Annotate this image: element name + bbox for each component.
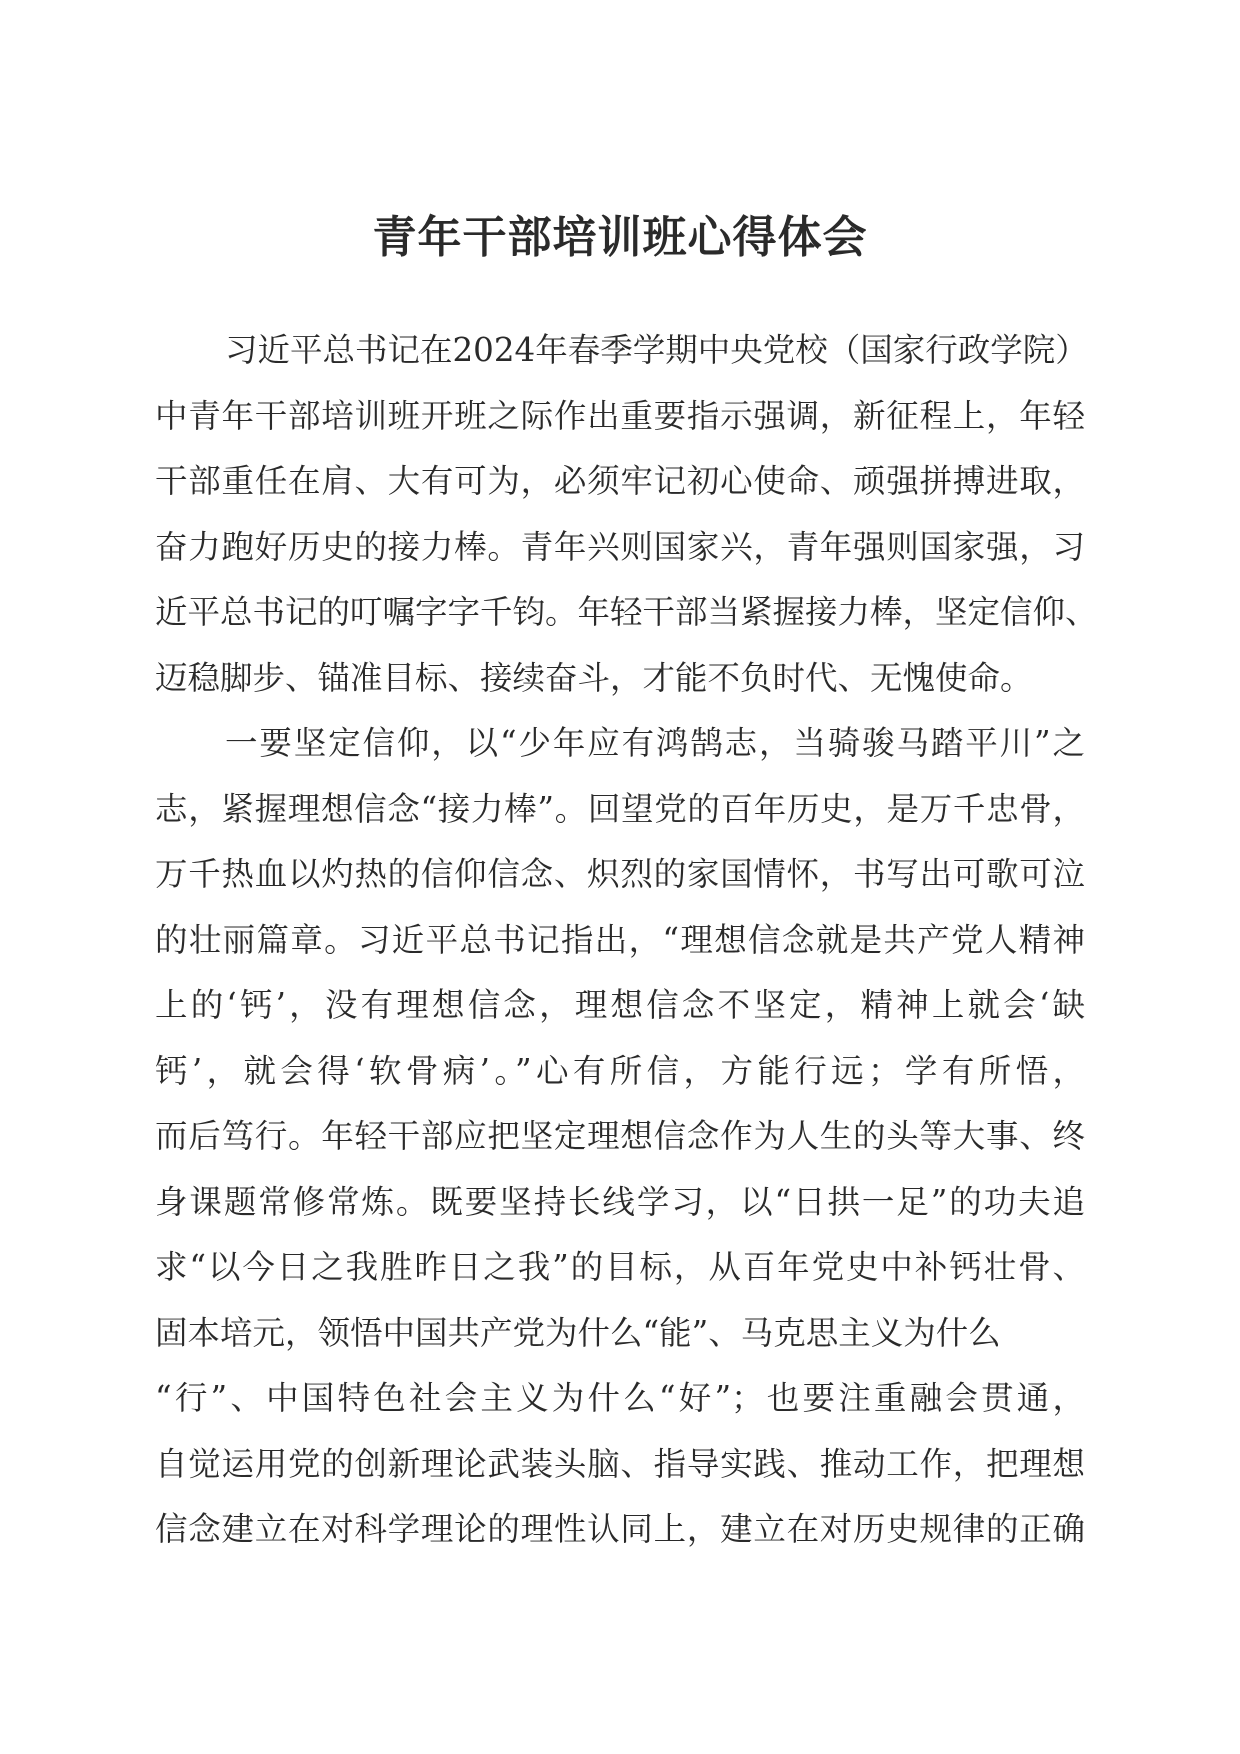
paragraph-2-line-5: 上的‘钙’，没有理想信念，理想信念不坚定，精神上就会‘缺 — [155, 986, 1085, 1024]
paragraph-1-line-4: 奋力跑好历史的接力棒。青年兴则国家兴，青年强则国家强，习 — [155, 527, 1085, 566]
paragraph-1-line-1: 习近平总书记在2024年春季学期中央党校（国家行政学院） — [225, 331, 1088, 369]
paragraph-2-line-7: 而后笃行。年轻干部应把坚定理想信念作为人生的头等大事、终 — [155, 1117, 1085, 1155]
paragraph-2-line-11: “行”、中国特色社会主义为什么“好”；也要注重融会贯通， — [155, 1379, 1085, 1417]
paragraph-2-line-6: 钙’，就会得‘软骨病’。”心有所信，方能行远；学有所悟， — [155, 1051, 1085, 1090]
paragraph-2-line-3: 万千热血以灼热的信仰信念、炽烈的家国情怀，书写出可歌可泣 — [155, 855, 1085, 893]
paragraph-2-line-2: 志，紧握理想信念“接力棒”。回望党的百年历史，是万千忠骨， — [155, 789, 1085, 828]
paragraph-1-line-6: 迈稳脚步、锚准目标、接续奋斗，才能不负时代、无愧使命。 — [155, 658, 1033, 697]
document-title: 青年干部培训班心得体会 — [372, 212, 868, 263]
paragraph-2-line-13: 信念建立在对科学理论的理性认同上，建立在对历史规律的正确 — [155, 1510, 1085, 1548]
paragraph-1-line-5: 近平总书记的叮嘱字字千钧。年轻干部当紧握接力棒，坚定信仰、 — [155, 593, 1098, 631]
paragraph-2-line-4: 的壮丽篇章。习近平总书记指出，“理想信念就是共产党人精神 — [155, 920, 1085, 959]
paragraph-2-line-8: 身课题常修常炼。既要坚持长线学习，以“日拱一足”的功夫追 — [155, 1182, 1085, 1221]
paragraph-2-line-10: 固本培元，领悟中国共产党为什么“能”、马克思主义为什么 — [155, 1313, 1001, 1352]
paragraph-1-line-2: 中青年干部培训班开班之际作出重要指示强调，新征程上，年轻 — [155, 396, 1085, 435]
document-body — [155, 318, 1098, 1563]
paragraph-1-line-3: 干部重任在肩、大有可为，必须牢记初心使命、顽强拼搏进取， — [155, 462, 1085, 500]
paragraph-2-line-1: 一要坚定信仰，以“少年应有鸿鹄志，当骑骏马踏平川”之 — [225, 724, 1085, 762]
paragraph-2-line-9: 求“以今日之我胜昨日之我”的目标，从百年党史中补钙壮骨、 — [155, 1248, 1085, 1286]
paragraph-2-line-12: 自觉运用党的创新理论武装头脑、指导实践、推动工作，把理想 — [155, 1444, 1085, 1483]
